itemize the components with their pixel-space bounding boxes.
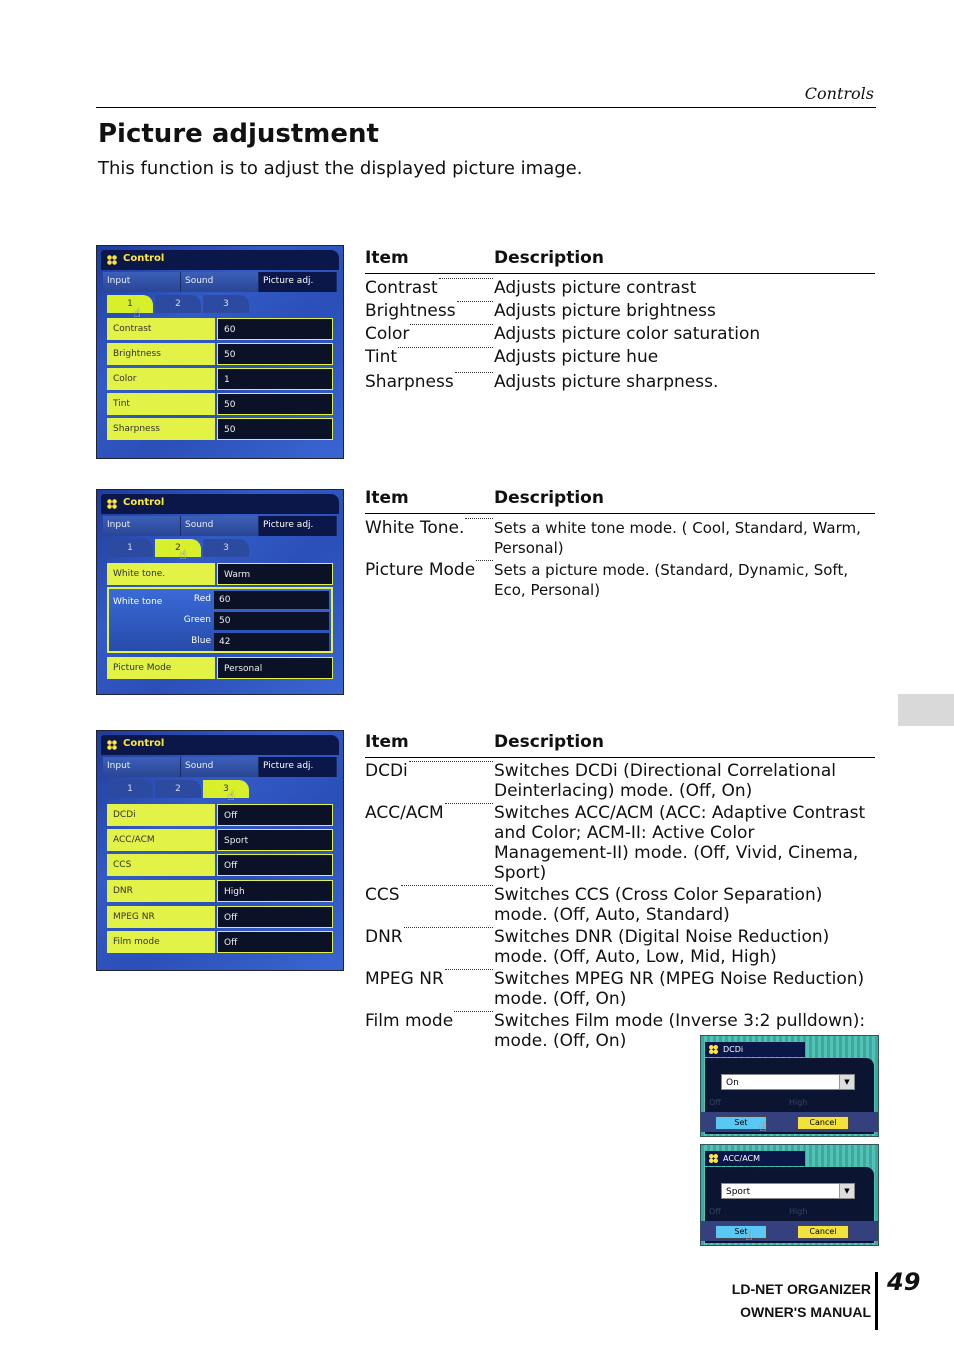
setting-value[interactable]: 50 bbox=[217, 393, 333, 415]
panel-title: Control bbox=[123, 253, 165, 264]
tab-picture-adj[interactable]: Picture adj. bbox=[259, 757, 337, 777]
select-value: On bbox=[726, 1078, 739, 1088]
panel-tabs bbox=[103, 757, 337, 777]
setting-label: Picture Mode bbox=[107, 657, 215, 679]
setting-value[interactable]: Personal bbox=[217, 657, 333, 679]
table-row bbox=[365, 518, 875, 558]
page-title: Picture adjustment bbox=[98, 119, 379, 149]
setting-row[interactable] bbox=[107, 318, 333, 340]
setting-row[interactable] bbox=[107, 343, 333, 365]
rgb-label: Red bbox=[193, 594, 211, 604]
side-thumb-tab bbox=[898, 694, 954, 726]
mode-select[interactable] bbox=[721, 1074, 855, 1090]
setting-value[interactable]: Warm bbox=[217, 563, 333, 585]
intro-text: This function is to adjust the displayed picture image. bbox=[98, 158, 583, 179]
setting-value[interactable]: 60 bbox=[217, 318, 333, 340]
setting-row[interactable] bbox=[107, 368, 333, 390]
hand-cursor-icon bbox=[759, 1120, 771, 1134]
rgb-row[interactable] bbox=[191, 633, 329, 651]
subtab-3[interactable]: 3 bbox=[203, 539, 249, 557]
button-bar bbox=[701, 1221, 878, 1241]
row-desc: Sets a white tone mode. ( Cool, Standard, Warm, Personal) bbox=[494, 519, 861, 557]
subtabs bbox=[107, 780, 333, 798]
table-picture-1 bbox=[365, 246, 875, 392]
rgb-row[interactable] bbox=[183, 612, 329, 630]
row-item: Picture Mode bbox=[365, 560, 476, 580]
table-row bbox=[365, 372, 875, 392]
table-picture-2 bbox=[365, 486, 875, 600]
row-desc: Switches Film mode (Inverse 3:2 pulldown): mode. (Off, On) bbox=[494, 1011, 866, 1051]
rgb-value[interactable]: 42 bbox=[214, 633, 329, 651]
setting-value[interactable]: Sport bbox=[217, 829, 333, 851]
setting-row[interactable] bbox=[107, 854, 333, 876]
footer-manual-title bbox=[732, 1278, 871, 1324]
setting-label: Contrast bbox=[107, 318, 215, 340]
tab-sound[interactable]: Sound bbox=[181, 516, 259, 536]
table-row bbox=[365, 278, 875, 298]
header-item: Item bbox=[365, 732, 409, 752]
set-button[interactable]: Set bbox=[715, 1225, 767, 1239]
row-item: Brightness bbox=[365, 301, 456, 321]
hand-cursor-icon bbox=[179, 548, 191, 562]
table-row bbox=[365, 560, 875, 600]
section-label: Controls bbox=[804, 84, 874, 103]
setting-label: ACC/ACM bbox=[107, 829, 215, 851]
row-desc: Switches DCDi (Directional Correlational Deinterlacing) mode. (Off, On) bbox=[494, 761, 836, 801]
footer-divider bbox=[875, 1272, 878, 1330]
setting-value[interactable]: Off bbox=[217, 906, 333, 928]
row-item: DCDi bbox=[365, 761, 408, 781]
table-row bbox=[365, 885, 875, 925]
table-picture-3 bbox=[365, 730, 875, 1051]
tab-input[interactable]: Input bbox=[103, 272, 181, 292]
row-item: ACC/ACM bbox=[365, 803, 444, 823]
tab-sound[interactable]: Sound bbox=[181, 272, 259, 292]
setting-value[interactable]: Off bbox=[217, 854, 333, 876]
rgb-value[interactable]: 50 bbox=[214, 612, 329, 630]
setting-label: White tone. bbox=[107, 563, 215, 585]
row-item: CCS bbox=[365, 885, 400, 905]
dcdi-dialog bbox=[700, 1035, 879, 1137]
setting-label: DNR bbox=[107, 880, 215, 902]
row-item: Contrast bbox=[365, 278, 438, 298]
setting-label: Sharpness bbox=[107, 418, 215, 440]
setting-row[interactable] bbox=[107, 657, 333, 679]
row-item: Film mode bbox=[365, 1011, 454, 1031]
setting-row[interactable] bbox=[107, 393, 333, 415]
setting-row[interactable] bbox=[107, 829, 333, 851]
setting-value[interactable]: Off bbox=[217, 931, 333, 953]
subtab-2[interactable]: 2 bbox=[155, 539, 201, 557]
setting-row[interactable] bbox=[107, 804, 333, 826]
mode-select[interactable] bbox=[721, 1183, 855, 1199]
setting-row[interactable] bbox=[107, 418, 333, 440]
control-dots-icon bbox=[107, 255, 117, 265]
setting-label: Brightness bbox=[107, 343, 215, 365]
set-button[interactable]: Set bbox=[715, 1116, 767, 1130]
dialog-title bbox=[705, 1042, 805, 1057]
control-dots-icon bbox=[107, 740, 117, 750]
row-desc: Switches DNR (Digital Noise Reduction) mode. (Off, Auto, Low, Mid, High) bbox=[494, 927, 830, 967]
row-item: Tint bbox=[365, 347, 398, 367]
table-row bbox=[365, 347, 875, 367]
ghost-text: High bbox=[789, 1207, 808, 1216]
table-row bbox=[365, 324, 875, 344]
cancel-button[interactable]: Cancel bbox=[797, 1116, 849, 1130]
row-desc: Switches ACC/ACM (ACC: Adaptive Contrast and Color; ACM-II: Active Color Management-II) mode. (Off, Vivid, Cinema, Sport) bbox=[494, 803, 866, 883]
top-rule bbox=[96, 107, 876, 108]
header-description: Description bbox=[494, 488, 604, 508]
footer-line-1: LD-NET ORGANIZER bbox=[731, 1281, 871, 1297]
subtab-1[interactable]: 1 bbox=[107, 295, 153, 313]
rgb-row[interactable] bbox=[193, 591, 329, 609]
setting-value[interactable]: 1 bbox=[217, 368, 333, 390]
button-bar bbox=[701, 1112, 878, 1132]
panel-header bbox=[101, 250, 339, 270]
row-desc: Switches CCS (Cross Color Separation) mode. (Off, Auto, Standard) bbox=[494, 885, 823, 925]
setting-label: CCS bbox=[107, 854, 215, 876]
hand-cursor-icon bbox=[227, 789, 239, 803]
table-row bbox=[365, 969, 875, 1009]
header-item: Item bbox=[365, 488, 409, 508]
subtabs bbox=[107, 539, 333, 557]
panel-header bbox=[101, 494, 339, 514]
table-row bbox=[365, 803, 875, 883]
setting-label: DCDi bbox=[107, 804, 215, 826]
white-tone-label: White tone bbox=[113, 597, 163, 607]
panel-tabs bbox=[103, 516, 337, 536]
tab-input[interactable]: Input bbox=[103, 516, 181, 536]
dialog-title bbox=[705, 1151, 805, 1166]
table-header bbox=[365, 730, 875, 758]
dialog-title-text: ACC/ACM bbox=[723, 1154, 761, 1163]
row-desc: Sets a picture mode. (Standard, Dynamic, Soft, Eco, Personal) bbox=[494, 561, 849, 599]
select-value: Sport bbox=[726, 1187, 751, 1197]
setting-row[interactable] bbox=[107, 880, 333, 902]
row-item: Sharpness bbox=[365, 372, 454, 392]
subtab-2[interactable]: 2 bbox=[155, 780, 201, 798]
panel-header bbox=[101, 735, 339, 755]
dialog-title-text: DCDi bbox=[723, 1045, 744, 1054]
tab-sound[interactable]: Sound bbox=[181, 757, 259, 777]
header-description: Description bbox=[494, 248, 604, 268]
panel-tabs bbox=[103, 272, 337, 292]
subtab-3[interactable]: 3 bbox=[203, 780, 249, 798]
row-desc: Adjusts picture color saturation bbox=[494, 324, 761, 344]
setting-row[interactable] bbox=[107, 931, 333, 953]
subtab-1[interactable]: 1 bbox=[107, 539, 153, 557]
table-row bbox=[365, 927, 875, 967]
panel-title: Control bbox=[123, 497, 165, 508]
control-panel-1 bbox=[96, 245, 344, 459]
table-row bbox=[365, 761, 875, 801]
ghost-text: Off bbox=[709, 1207, 721, 1216]
row-desc: Adjusts picture sharpness. bbox=[494, 372, 719, 392]
subtab-3[interactable]: 3 bbox=[203, 295, 249, 313]
table-header bbox=[365, 486, 875, 514]
setting-label: Tint bbox=[107, 393, 215, 415]
row-desc: Adjusts picture hue bbox=[494, 347, 659, 367]
footer-line-2: OWNER'S MANUAL bbox=[740, 1304, 871, 1320]
table-header bbox=[365, 246, 875, 274]
setting-label: MPEG NR bbox=[107, 906, 215, 928]
page-number: 49 bbox=[887, 1268, 921, 1296]
setting-label: Color bbox=[107, 368, 215, 390]
rgb-label: Blue bbox=[191, 636, 211, 646]
control-dots-icon bbox=[107, 499, 117, 509]
control-dots-icon bbox=[709, 1045, 718, 1054]
panel-title: Control bbox=[123, 738, 165, 749]
setting-value[interactable]: High bbox=[217, 880, 333, 902]
row-item: MPEG NR bbox=[365, 969, 444, 989]
setting-label: Film mode bbox=[107, 931, 215, 953]
cancel-button[interactable]: Cancel bbox=[797, 1225, 849, 1239]
setting-value[interactable]: Off bbox=[217, 804, 333, 826]
tab-input[interactable]: Input bbox=[103, 757, 181, 777]
setting-row[interactable] bbox=[107, 563, 333, 585]
control-panel-2 bbox=[96, 489, 344, 695]
setting-value[interactable]: 50 bbox=[217, 418, 333, 440]
table-row bbox=[365, 301, 875, 321]
row-item: DNR bbox=[365, 927, 403, 947]
rgb-label: Green bbox=[183, 615, 211, 625]
row-item: White Tone. bbox=[365, 518, 465, 538]
header-item: Item bbox=[365, 248, 409, 268]
white-tone-box bbox=[107, 587, 333, 653]
setting-row[interactable] bbox=[107, 906, 333, 928]
control-panel-3 bbox=[96, 730, 344, 971]
row-desc: Adjusts picture contrast bbox=[494, 278, 697, 298]
tab-picture-adj[interactable]: Picture adj. bbox=[259, 272, 337, 292]
subtab-2[interactable]: 2 bbox=[155, 295, 201, 313]
row-desc: Switches MPEG NR (MPEG Noise Reduction) mode. (Off, On) bbox=[494, 969, 865, 1009]
subtab-1[interactable]: 1 bbox=[107, 780, 153, 798]
setting-value[interactable]: 50 bbox=[217, 343, 333, 365]
tab-picture-adj[interactable]: Picture adj. bbox=[259, 516, 337, 536]
row-desc: Adjusts picture brightness bbox=[494, 301, 716, 321]
row-item: Color bbox=[365, 324, 410, 344]
rgb-value[interactable]: 60 bbox=[214, 591, 329, 609]
chevron-down-icon[interactable]: ▼ bbox=[839, 1184, 854, 1198]
chevron-down-icon[interactable]: ▼ bbox=[839, 1075, 854, 1089]
control-dots-icon bbox=[709, 1154, 718, 1163]
ghost-text: Off bbox=[709, 1098, 721, 1107]
header-description: Description bbox=[494, 732, 604, 752]
acc-acm-dialog bbox=[700, 1144, 879, 1246]
hand-cursor-icon bbox=[745, 1229, 757, 1243]
ghost-text: High bbox=[789, 1098, 808, 1107]
